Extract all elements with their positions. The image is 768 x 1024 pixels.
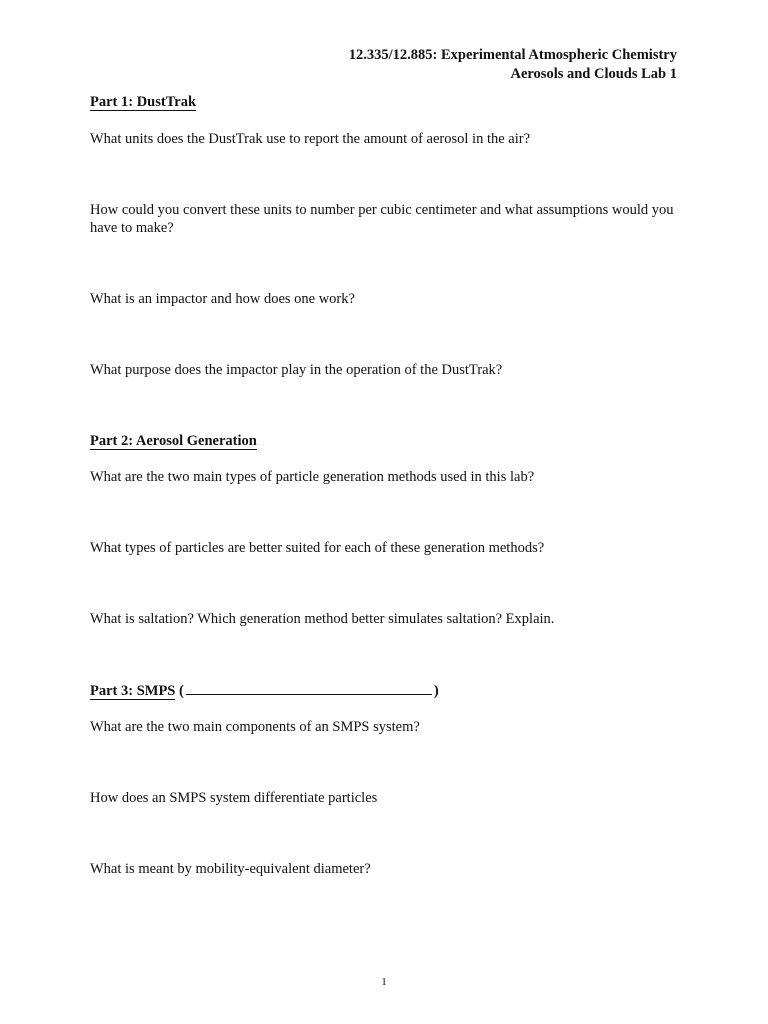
part3-question-3: What is meant by mobility-equivalent diameter? — [90, 861, 371, 877]
part3-title: Part 3: SMPS — [90, 683, 176, 699]
part2-heading — [90, 432, 257, 450]
part1-question-4: What purpose does the impactor play in the operation of the DustTrak? — [90, 362, 503, 378]
part3-question-1: What are the two main components of an SMPS system? — [90, 719, 420, 735]
part1-question-3: What is an impactor and how does one work? — [90, 291, 355, 307]
document-header — [349, 46, 677, 84]
part1-title: Part 1: DustTrak — [90, 94, 197, 110]
part2-question-2: What types of particles are better suited for each of these generation methods? — [90, 540, 545, 556]
part3-fill-in-blank[interactable] — [186, 681, 432, 695]
course-title: 12.335/12.885: Experimental Atmospheric Chemistry — [348, 47, 677, 63]
part1-question-2: How could you convert these units to number per cubic centimeter and what assumptions would you have to make? — [90, 202, 674, 236]
part3-paren-close: ) — [433, 683, 439, 699]
lab-title: Aerosols and Clouds Lab 1 — [510, 66, 677, 82]
part3-paren-open: ( — [179, 683, 184, 699]
part1-question-1: What units does the DustTrak use to report the amount of aerosol in the air? — [90, 131, 531, 147]
part1-heading — [90, 93, 196, 111]
part2-title: Part 2: Aerosol Generation — [90, 433, 257, 449]
part3-question-2: How does an SMPS system differentiate particles — [90, 790, 378, 806]
part3-heading — [90, 681, 439, 700]
part2-question-1: What are the two main types of particle generation methods used in this lab? — [90, 469, 535, 485]
page-number: 1 — [381, 976, 387, 988]
part2-question-3: What is saltation? Which generation method better simulates saltation? Explain. — [90, 611, 555, 627]
